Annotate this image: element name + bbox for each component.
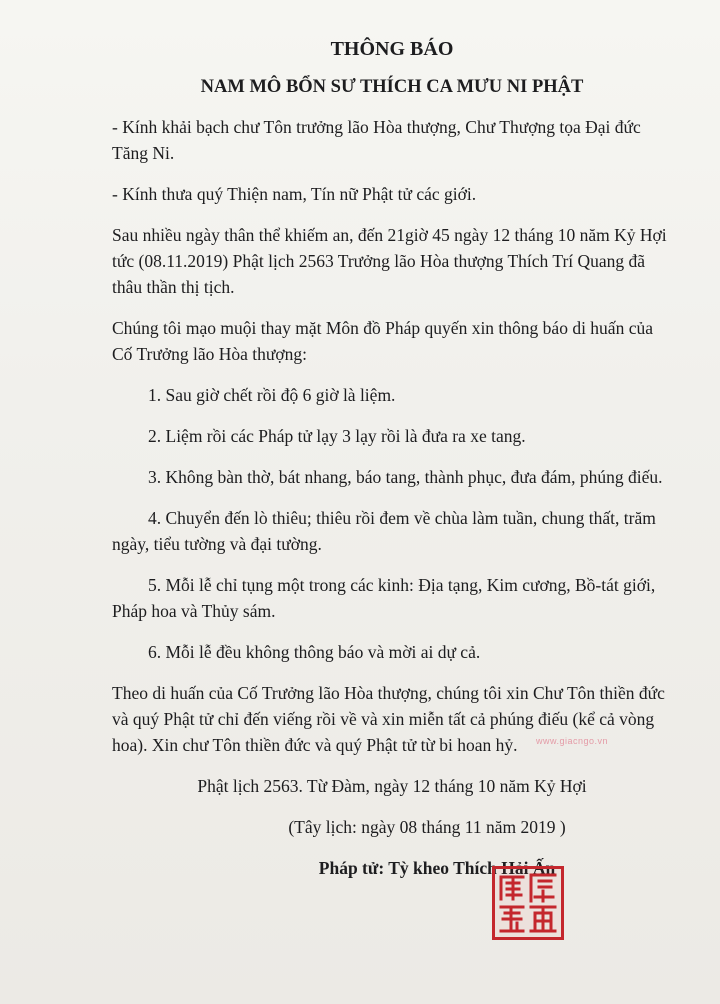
announcement-paragraph: Sau nhiều ngày thân thể khiếm an, đến 21giờ 45 ngày 12 tháng 10 năm Kỷ Hợi tức (08.11.2019) Phật lịch 2563 Trưởng lão Hòa thượng Thích Trí Quang đã thâu thần thị tịch. bbox=[112, 225, 667, 297]
closing-paragraph: Theo di huấn của Cố Trưởng lão Hòa thượng, chúng tôi xin Chư Tôn thiền đức và quý Phật tử chỉ đến viếng rồi về và xin miễn tất cả phúng điếu (kể cả vòng hoa). Xin chư Tôn thiền đức và quý Phật tử từ bi hoan hỷ. bbox=[112, 683, 665, 755]
instruction-item: 6. Mỗi lễ đều không thông báo và mời ai dự cả. bbox=[148, 642, 481, 662]
intro-paragraph: Chúng tôi mạo muội thay mặt Môn đồ Pháp quyến xin thông báo di huấn của Cố Trưởng lão Hòa thượng: bbox=[112, 318, 653, 364]
website-watermark: www.giacngo.vn bbox=[536, 736, 609, 746]
lunar-date-line: Phật lịch 2563. Từ Đàm, ngày 12 tháng 10 năm Kỷ Hợi bbox=[197, 776, 587, 796]
instruction-item: 2. Liệm rồi các Pháp tử lạy 3 lạy rồi là đưa ra xe tang. bbox=[148, 426, 526, 446]
red-seal-stamp bbox=[492, 866, 564, 940]
seal-glyph-icon bbox=[495, 869, 561, 937]
document-body bbox=[112, 36, 672, 896]
greeting-laity: - Kính thưa quý Thiện nam, Tín nữ Phật tử các giới. bbox=[112, 184, 477, 204]
instruction-item: 1. Sau giờ chết rồi độ 6 giờ là liệm. bbox=[148, 385, 396, 405]
instruction-item: 5. Mỗi lễ chỉ tụng một trong các kinh: Địa tạng, Kim cương, Bồ-tát giới, Pháp hoa và Thủy sám. bbox=[112, 575, 656, 621]
signature-line: Pháp tử: Tỳ kheo Thích Hải Ấn bbox=[318, 858, 556, 878]
instruction-item: 3. Không bàn thờ, bát nhang, báo tang, thành phục, đưa đám, phúng điếu. bbox=[148, 467, 663, 487]
document-subtitle: NAM MÔ BỔN SƯ THÍCH CA MƯU NI PHẬT bbox=[200, 77, 584, 97]
instruction-item: 4. Chuyển đến lò thiêu; thiêu rồi đem về chùa làm tuần, chung thất, trăm ngày, tiểu tường và đại tường. bbox=[112, 508, 656, 554]
greeting-monastics: - Kính khải bạch chư Tôn trưởng lão Hòa thượng, Chư Thượng tọa Đại đức Tăng Ni. bbox=[112, 117, 641, 163]
document-title: THÔNG BÁO bbox=[330, 38, 454, 60]
gregorian-date-line: (Tây lịch: ngày 08 tháng 11 năm 2019 ) bbox=[288, 817, 566, 837]
